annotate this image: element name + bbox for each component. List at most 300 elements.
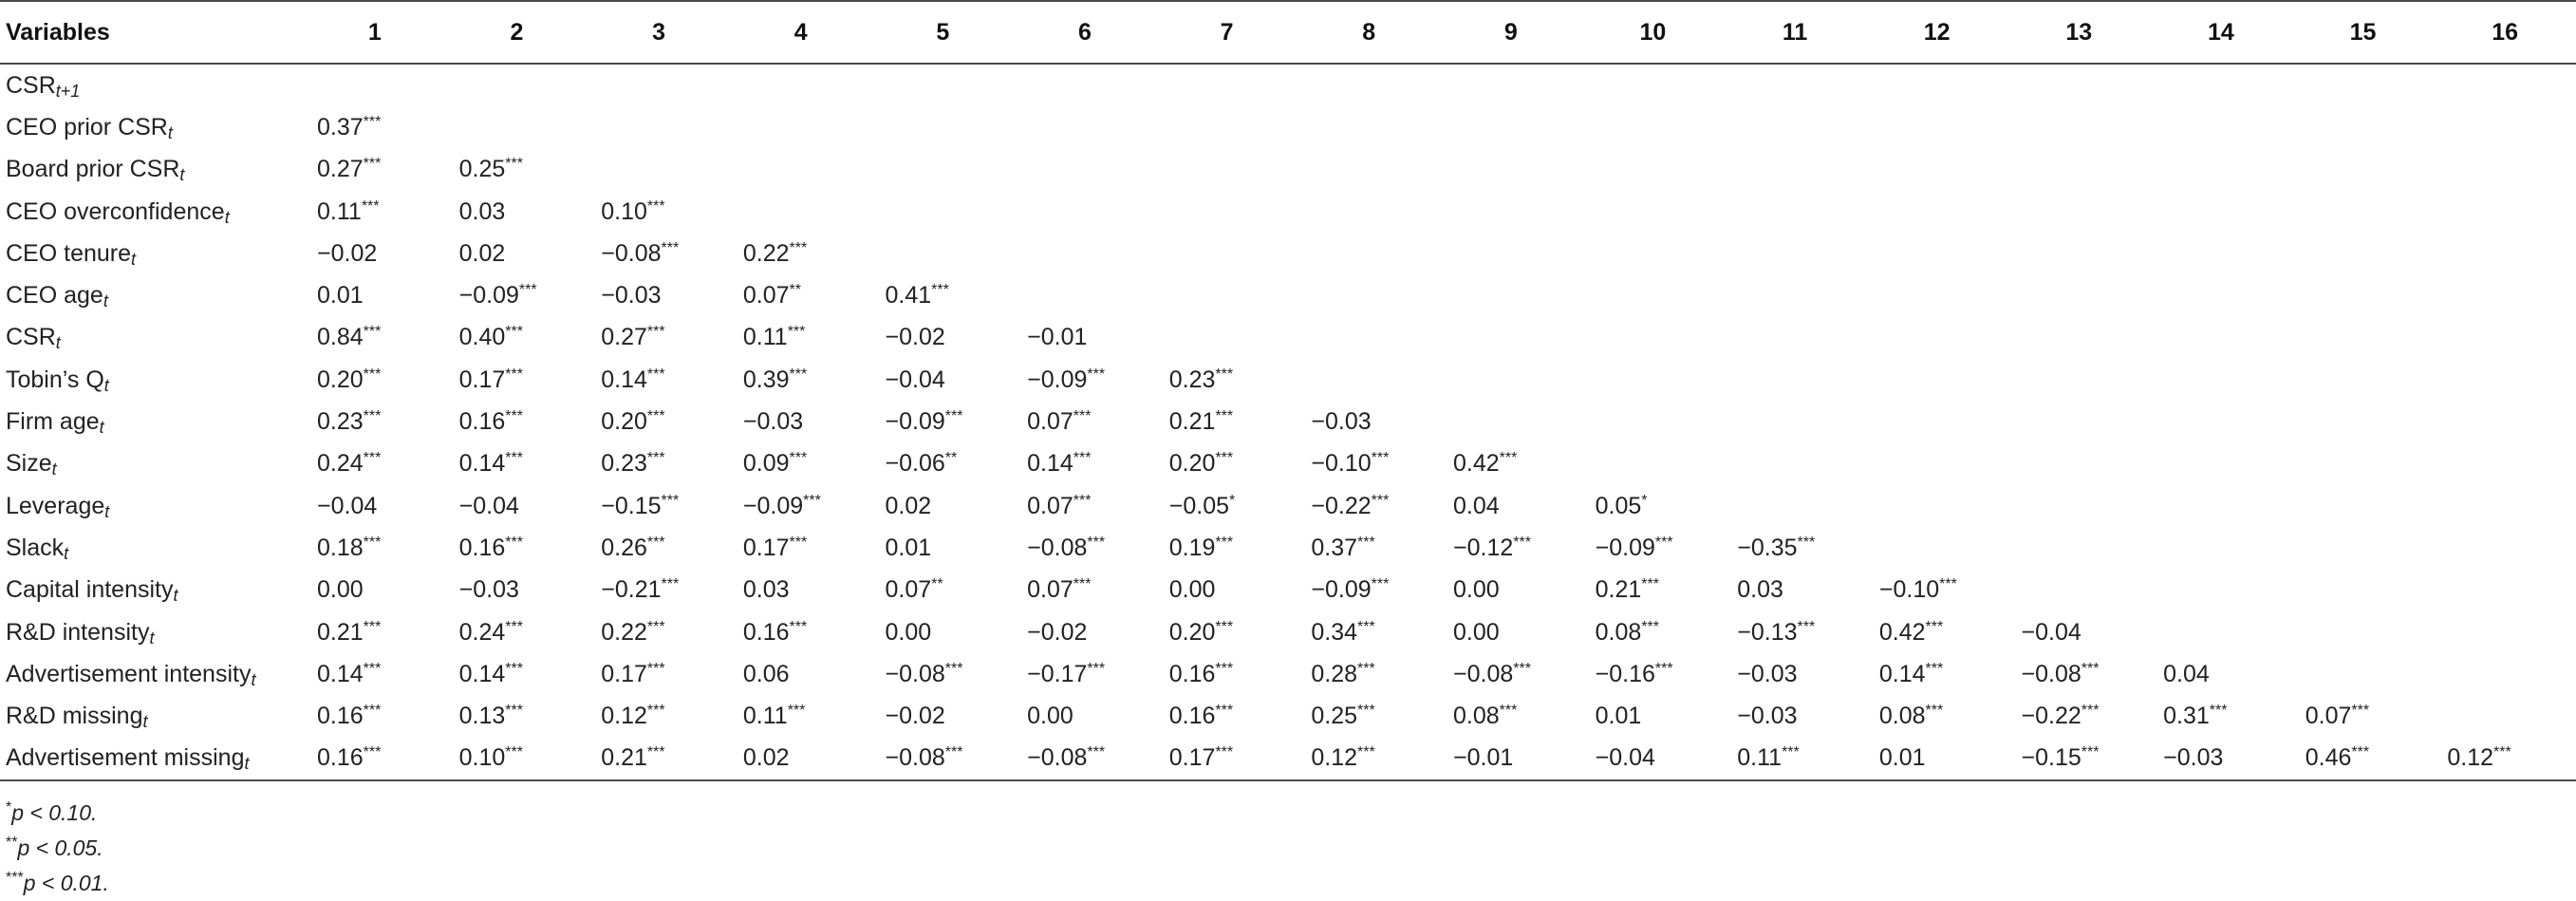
correlation-value: 0.20	[1168, 450, 1216, 478]
correlation-cell	[872, 485, 1015, 527]
correlation-cell	[2150, 738, 2292, 780]
footnote-text: p < 0.01.	[23, 871, 109, 895]
significance-stars: ***	[505, 660, 523, 677]
correlation-cell	[1014, 149, 1156, 191]
correlation-cell	[2150, 611, 2292, 653]
correlation-cell	[2292, 611, 2435, 653]
significance-stars: ***	[1215, 450, 1234, 467]
significance-stars: *	[1229, 492, 1236, 509]
correlation-cell	[1724, 485, 1866, 527]
correlation-value: 0.20	[1168, 618, 1216, 646]
correlation-cell	[872, 443, 1015, 485]
correlation-cell	[1866, 149, 2008, 191]
correlation-cell	[1440, 191, 1582, 233]
significance-stars: ***	[931, 282, 949, 299]
variable-name: CEO overconfidence	[6, 197, 225, 225]
footnote	[6, 866, 109, 901]
correlation-value: 0.11	[742, 324, 788, 351]
correlation-value: 0.00	[1453, 618, 1500, 646]
correlation-value: 0.25	[1311, 703, 1358, 730]
significance-stars: ***	[2081, 660, 2100, 677]
correlation-cell	[730, 570, 872, 611]
correlation-cell	[1440, 653, 1582, 695]
correlation-cell	[2008, 64, 2151, 106]
variable-name: CEO tenure	[6, 239, 132, 267]
correlation-cell	[1582, 485, 1725, 527]
significance-stars: ***	[646, 408, 665, 425]
significance-stars: ***	[363, 366, 382, 383]
significance-stars: ***	[1215, 744, 1234, 761]
significance-stars: ***	[661, 492, 680, 509]
correlation-cell	[2434, 570, 2576, 611]
correlation-value: 0.24	[458, 618, 506, 646]
correlation-cell	[872, 570, 1015, 611]
significance-stars: ***	[1087, 366, 1106, 383]
correlation-cell	[2150, 570, 2292, 611]
significance-stars: ***	[803, 492, 821, 509]
correlation-cell	[2150, 149, 2292, 191]
correlation-value: 0.21	[601, 744, 647, 772]
correlation-cell	[1156, 401, 1298, 442]
variable-name-cell	[0, 106, 304, 148]
correlation-value: −0.06	[885, 450, 945, 478]
significance-stars: ***	[1797, 618, 1816, 635]
variable-name-cell	[0, 653, 304, 695]
correlation-cell	[1724, 738, 1866, 780]
correlation-value: 0.16	[458, 408, 506, 436]
correlation-value: −0.03	[601, 282, 662, 310]
correlation-cell	[304, 485, 446, 527]
variable-name-cell	[0, 485, 304, 527]
significance-stars: ***	[1073, 576, 1092, 593]
correlation-value: −0.08	[2021, 660, 2081, 687]
correlation-cell	[872, 653, 1015, 695]
significance-stars: ***	[505, 408, 523, 425]
correlation-cell	[872, 274, 1015, 316]
correlation-cell	[446, 359, 588, 401]
significance-stars: ***	[646, 618, 665, 635]
correlation-value: 0.41	[885, 282, 932, 310]
correlation-value: 0.14	[1878, 660, 1926, 687]
correlation-cell	[872, 233, 1015, 274]
correlation-cell	[730, 527, 872, 569]
correlation-value: 0.07	[1027, 492, 1073, 519]
significance-stars: ***	[363, 660, 382, 677]
correlation-cell	[1014, 570, 1156, 611]
correlation-value: 0.20	[317, 366, 364, 393]
correlation-cell	[1297, 695, 1440, 737]
correlation-cell	[2292, 443, 2435, 485]
significance-stars: ***	[518, 282, 537, 299]
correlation-value: −0.12	[1453, 534, 1514, 561]
significance-stars: ***	[505, 324, 523, 341]
significance-stars: ***	[789, 534, 808, 551]
correlation-cell	[1440, 359, 1582, 401]
significance-stars: ***	[505, 450, 523, 467]
correlation-value: 0.14	[1027, 450, 1073, 478]
correlation-cell	[446, 527, 588, 569]
correlation-value: 0.11	[1737, 744, 1783, 772]
table-row	[0, 443, 2576, 485]
correlation-value: 0.24	[317, 450, 364, 478]
correlation-cell	[1156, 570, 1298, 611]
correlation-cell	[1440, 106, 1582, 148]
variable-name-cell	[0, 233, 304, 274]
correlation-cell	[2434, 485, 2576, 527]
time-subscript: t	[55, 333, 61, 353]
correlation-cell	[588, 359, 730, 401]
significance-stars: ***	[1073, 408, 1092, 425]
correlation-value: −0.04	[885, 366, 945, 393]
correlation-cell	[304, 738, 446, 780]
table-footnotes	[6, 796, 109, 901]
correlation-cell	[2150, 191, 2292, 233]
correlation-cell	[2434, 64, 2576, 106]
correlation-cell	[1156, 359, 1298, 401]
significance-stars: ***	[1215, 660, 1234, 677]
significance-stars: ***	[2351, 703, 2370, 720]
correlation-cell	[1014, 191, 1156, 233]
correlation-cell	[2434, 106, 2576, 148]
significance-stars: ***	[363, 450, 382, 467]
correlation-cell	[1582, 274, 1725, 316]
significance-stars: ***	[646, 703, 665, 720]
correlation-cell	[2434, 149, 2576, 191]
significance-stars: ***	[944, 660, 963, 677]
correlation-cell	[2434, 695, 2576, 737]
correlation-cell	[1440, 738, 1582, 780]
correlation-cell	[1582, 191, 1725, 233]
correlation-value: 0.23	[1168, 366, 1216, 393]
significance-stars: ***	[789, 239, 808, 256]
correlation-value: 0.42	[1878, 618, 1926, 646]
correlation-cell	[1866, 527, 2008, 569]
column-header: 2	[446, 1, 588, 64]
correlation-cell	[730, 106, 872, 148]
correlation-cell	[872, 106, 1015, 148]
table-row	[0, 738, 2576, 780]
correlation-cell	[2434, 274, 2576, 316]
column-header: 3	[588, 1, 730, 64]
correlation-cell	[2008, 570, 2151, 611]
footnote-text: p < 0.10.	[11, 800, 98, 825]
correlation-cell	[1297, 149, 1440, 191]
correlation-value: 0.17	[1168, 744, 1216, 772]
correlation-cell	[1014, 317, 1156, 359]
correlation-value: 0.84	[317, 324, 364, 351]
correlation-value: −0.17	[1027, 660, 1088, 687]
significance-stars: ***	[789, 450, 808, 467]
correlation-value: 0.12	[601, 703, 647, 730]
significance-stars: ***	[944, 408, 963, 425]
correlation-cell	[1724, 233, 1866, 274]
correlation-value: 0.16	[317, 703, 364, 730]
correlation-cell	[446, 443, 588, 485]
correlation-cell	[1866, 191, 2008, 233]
correlation-cell	[1156, 653, 1298, 695]
time-subscript: t	[244, 754, 250, 774]
significance-stars: ***	[2493, 744, 2511, 761]
correlation-cell	[446, 191, 588, 233]
correlation-cell	[2150, 401, 2292, 442]
variable-name-cell	[0, 191, 304, 233]
variable-name-cell	[0, 274, 304, 316]
correlation-value: −0.02	[317, 239, 378, 267]
correlation-value: −0.15	[601, 492, 662, 519]
significance-stars: ***	[1215, 366, 1234, 383]
correlation-value: 0.37	[1311, 534, 1358, 561]
correlation-cell	[304, 106, 446, 148]
correlation-cell	[1014, 611, 1156, 653]
footnote	[6, 831, 109, 866]
correlation-cell	[1724, 274, 1866, 316]
correlation-value: 0.07	[2305, 703, 2352, 730]
correlation-cell	[1297, 359, 1440, 401]
time-subscript: t	[179, 165, 185, 185]
significance-stars: **	[944, 450, 958, 467]
correlation-value: −0.35	[1737, 534, 1798, 561]
correlation-cell	[2292, 527, 2435, 569]
column-header: 16	[2434, 1, 2576, 64]
correlation-cell	[304, 64, 446, 106]
correlation-cell	[1866, 443, 2008, 485]
correlation-cell	[2150, 485, 2292, 527]
correlation-cell	[1440, 233, 1582, 274]
significance-stars: ***	[2081, 744, 2100, 761]
time-subscript: t	[224, 207, 230, 227]
correlation-cell	[304, 274, 446, 316]
significance-stars: ***	[1925, 660, 1944, 677]
correlation-value: 0.23	[317, 408, 364, 436]
correlation-value: −0.08	[1453, 660, 1514, 687]
significance-stars: ***	[646, 197, 665, 215]
significance-stars: ***	[1357, 703, 1375, 720]
correlation-cell	[1582, 443, 1725, 485]
correlation-value: −0.03	[2163, 744, 2224, 772]
correlation-cell	[1866, 64, 2008, 106]
time-subscript: t	[167, 122, 173, 142]
correlation-value: 0.00	[317, 576, 364, 604]
correlation-value: 0.00	[885, 618, 932, 646]
correlation-cell	[2008, 359, 2151, 401]
correlation-cell	[2434, 653, 2576, 695]
correlation-value: −0.16	[1595, 660, 1655, 687]
correlation-cell	[1866, 570, 2008, 611]
table-row	[0, 274, 2576, 316]
correlation-cell	[1297, 570, 1440, 611]
correlation-cell	[2292, 653, 2435, 695]
correlation-cell	[872, 317, 1015, 359]
correlation-cell	[1440, 443, 1582, 485]
correlation-cell	[1156, 695, 1298, 737]
footnote-stars: **	[6, 835, 18, 851]
correlation-value: 0.02	[742, 744, 790, 772]
correlation-cell	[730, 695, 872, 737]
column-header: 14	[2150, 1, 2292, 64]
correlation-cell	[730, 317, 872, 359]
correlation-value: −0.09	[1027, 366, 1088, 393]
correlation-value: 0.03	[458, 197, 506, 225]
table-row	[0, 233, 2576, 274]
correlation-cell	[2292, 695, 2435, 737]
table-row	[0, 611, 2576, 653]
correlation-cell	[1724, 149, 1866, 191]
significance-stars: ***	[2351, 744, 2370, 761]
correlation-cell	[588, 695, 730, 737]
correlation-value: 0.07	[1027, 576, 1073, 604]
significance-stars: ***	[505, 618, 523, 635]
significance-stars: ***	[1215, 703, 1234, 720]
variable-name: CEO age	[6, 282, 103, 310]
correlation-cell	[588, 738, 730, 780]
column-header: 8	[1297, 1, 1440, 64]
correlation-value: 0.16	[742, 618, 790, 646]
correlation-value: 0.08	[1595, 618, 1642, 646]
significance-stars: ***	[1499, 703, 1518, 720]
correlation-value: 0.04	[2163, 660, 2210, 687]
correlation-cell	[1440, 695, 1582, 737]
correlation-cell	[446, 611, 588, 653]
table-row	[0, 570, 2576, 611]
variable-name: Tobin’s Q	[6, 366, 104, 393]
correlation-cell	[2008, 443, 2151, 485]
correlation-cell	[446, 64, 588, 106]
correlation-cell	[1156, 149, 1298, 191]
variable-name: CSR	[6, 71, 56, 99]
variable-name: Firm age	[6, 408, 100, 436]
correlation-cell	[2434, 738, 2576, 780]
column-header: 11	[1724, 1, 1866, 64]
correlation-cell	[588, 191, 730, 233]
significance-stars: ***	[2081, 703, 2100, 720]
correlation-value: −0.04	[2021, 618, 2081, 646]
correlation-cell	[1866, 401, 2008, 442]
significance-stars: ***	[1925, 618, 1944, 635]
correlation-cell	[1582, 64, 1725, 106]
correlation-value: −0.10	[1311, 450, 1372, 478]
correlation-cell	[446, 653, 588, 695]
correlation-value: −0.04	[458, 492, 519, 519]
variable-name-cell	[0, 695, 304, 737]
correlation-value: 0.21	[1595, 576, 1642, 604]
correlation-value: 0.09	[742, 450, 790, 478]
correlation-value: −0.01	[1453, 744, 1514, 772]
correlation-cell	[1014, 64, 1156, 106]
correlation-value: 0.16	[317, 744, 364, 772]
significance-stars: ***	[505, 703, 523, 720]
variable-name: Leverage	[6, 492, 105, 519]
time-subscript: t	[131, 249, 137, 269]
correlation-cell	[2292, 359, 2435, 401]
correlation-cell	[1582, 149, 1725, 191]
significance-stars: ***	[661, 239, 680, 256]
correlation-value: −0.02	[1027, 618, 1088, 646]
correlation-value: 0.27	[317, 156, 364, 183]
correlation-cell	[446, 106, 588, 148]
correlation-cell	[1582, 653, 1725, 695]
significance-stars: ***	[505, 156, 523, 173]
correlation-cell	[1582, 695, 1725, 737]
correlation-cell	[446, 317, 588, 359]
correlation-value: −0.03	[1737, 660, 1798, 687]
correlation-value: 0.22	[601, 618, 647, 646]
correlation-cell	[588, 401, 730, 442]
correlation-cell	[1866, 274, 2008, 316]
correlation-value: 0.16	[1168, 660, 1216, 687]
correlation-value: −0.09	[1311, 576, 1372, 604]
correlation-value: 0.17	[458, 366, 506, 393]
correlation-value: 0.04	[1453, 492, 1500, 519]
significance-stars: ***	[1782, 744, 1800, 761]
table-row	[0, 359, 2576, 401]
variable-name: CSR	[6, 324, 56, 351]
correlation-cell	[1156, 485, 1298, 527]
column-header: 4	[730, 1, 872, 64]
significance-stars: ***	[646, 660, 665, 677]
correlation-cell	[1866, 485, 2008, 527]
correlation-value: −0.04	[1595, 744, 1655, 772]
correlation-cell	[304, 401, 446, 442]
correlation-cell	[2434, 359, 2576, 401]
significance-stars: **	[931, 576, 943, 593]
time-subscript: t	[51, 460, 57, 479]
correlation-cell	[872, 149, 1015, 191]
correlation-value: 0.14	[458, 660, 506, 687]
correlation-cell	[872, 738, 1015, 780]
correlation-cell	[2008, 485, 2151, 527]
correlation-value: 0.20	[601, 408, 647, 436]
variable-name: Board prior CSR	[6, 156, 180, 183]
correlation-value: 0.08	[1878, 703, 1926, 730]
variable-name: R&D missing	[6, 703, 143, 730]
correlation-cell	[1297, 527, 1440, 569]
correlation-cell	[1866, 611, 2008, 653]
table-row	[0, 653, 2576, 695]
significance-stars: ***	[787, 324, 806, 341]
correlation-value: 0.23	[601, 450, 647, 478]
column-header: 6	[1014, 1, 1156, 64]
correlation-cell	[1866, 738, 2008, 780]
correlation-cell	[588, 64, 730, 106]
variable-name-cell	[0, 401, 304, 442]
correlation-cell	[1297, 653, 1440, 695]
correlation-value: −0.10	[1878, 576, 1940, 604]
significance-stars: ***	[363, 113, 382, 130]
significance-stars: ***	[1087, 744, 1106, 761]
correlation-cell	[2150, 106, 2292, 148]
column-header: 9	[1440, 1, 1582, 64]
table-row	[0, 401, 2576, 442]
correlation-cell	[1156, 106, 1298, 148]
correlation-value: 0.08	[1453, 703, 1500, 730]
table-row	[0, 695, 2576, 737]
significance-stars: ***	[1215, 534, 1234, 551]
significance-stars: ***	[1357, 534, 1375, 551]
correlation-value: 0.12	[1311, 744, 1358, 772]
correlation-cell	[2292, 191, 2435, 233]
variable-name-cell	[0, 611, 304, 653]
variable-name: Size	[6, 450, 52, 478]
correlation-value: −0.09	[742, 492, 804, 519]
column-header: 5	[872, 1, 1015, 64]
correlation-value: 0.40	[458, 324, 506, 351]
correlation-cell	[1297, 443, 1440, 485]
table-body	[0, 64, 2576, 780]
correlation-cell	[1156, 233, 1298, 274]
correlation-value: 0.03	[1737, 576, 1783, 604]
variable-name-cell	[0, 570, 304, 611]
correlation-cell	[2150, 317, 2292, 359]
